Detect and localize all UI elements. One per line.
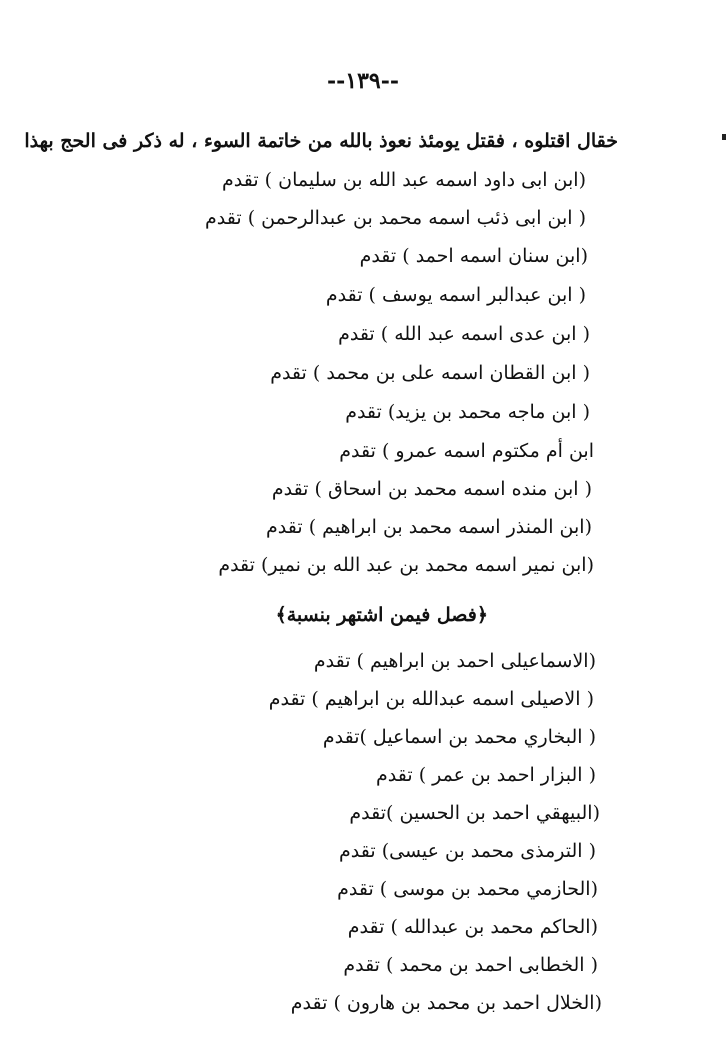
entry-line: ( الترمذى محمد بن عيسى) تقدم [339, 840, 596, 862]
entry-line: ( الخطابى احمد بن محمد ) تقدم [343, 954, 598, 976]
entry-line: ابن أم مكتوم اسمه عمرو ) تقدم [339, 440, 594, 462]
entry-line: ( ابن عبدالبر اسمه يوسف ) تقدم [325, 284, 586, 306]
page-number: --١٣٩-- [327, 68, 399, 94]
entry-line: (الحاكم محمد بن عبدالله ) تقدم [347, 916, 598, 938]
entry-line: (الاسماعيلى احمد بن ابراهيم ) تقدم [313, 650, 596, 672]
entry-line: ( ابن منده اسمه محمد بن اسحاق ) تقدم [271, 478, 592, 500]
entry-line: (ابن ابى داود اسمه عبد الله بن سليمان ) تقدم [221, 169, 586, 191]
entry-line: ( الاصيلى اسمه عبدالله بن ابراهيم ) تقدم [268, 688, 594, 710]
entry-line: (الخلال احمد بن محمد بن هارون ) تقدم [290, 992, 602, 1014]
intro-line: خقال اقتلوه ، فقتل يومئذ نعوذ بالله من خاتمة السوء ، له ذكر فى الحج بهذا [24, 130, 618, 152]
entry-line: ( ابن ماجه محمد بن يزيد) تقدم [345, 401, 590, 423]
entry-line: ( ابن القطان اسمه على بن محمد ) تقدم [270, 362, 590, 384]
entry-line: (ابن نمير اسمه محمد بن عبد الله بن نمير) تقدم [218, 554, 594, 576]
entry-line: ( ابن ابى ذئب اسمه محمد بن عبدالرحمن ) تقدم [205, 207, 586, 229]
entry-line: ( البخاري محمد بن اسماعيل )تقدم [322, 726, 596, 748]
entry-line: (البيهقي احمد بن الحسين )تقدم [349, 802, 600, 824]
edge-mark [722, 134, 726, 140]
entry-line: (الحازمي محمد بن موسى ) تقدم [337, 878, 598, 900]
entry-line: (ابن سنان اسمه احمد ) تقدم [359, 245, 588, 267]
entry-line: ( ابن عدى اسمه عبد الله ) تقدم [338, 323, 590, 345]
section-heading: ﴿فصل فيمن اشتهر بنسبة﴾ [275, 604, 488, 626]
entry-line: ( البزار احمد بن عمر ) تقدم [376, 764, 596, 786]
entry-line: (ابن المنذر اسمه محمد بن ابراهيم ) تقدم [266, 516, 592, 538]
